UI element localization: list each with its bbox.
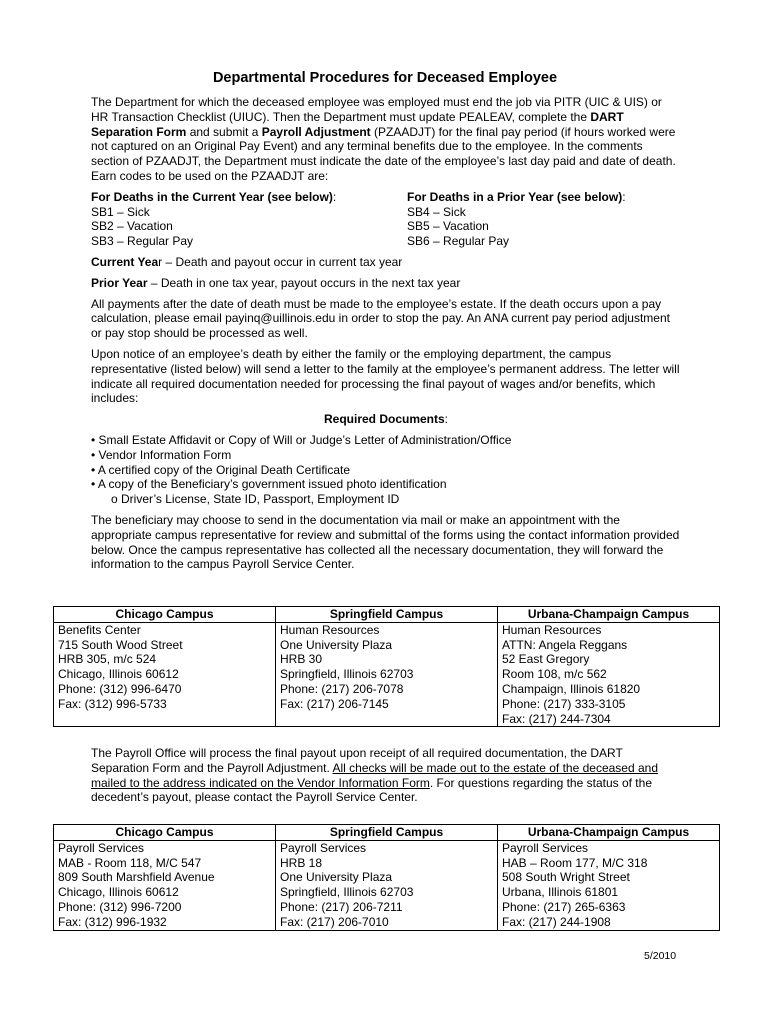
code-item: SB5 – Vacation: [407, 219, 489, 234]
address-line: 508 South Wright Street: [502, 870, 630, 885]
address-line: HRB 305, m/c 524: [58, 652, 157, 667]
column-header: Chicago Campus: [54, 607, 276, 623]
payroll-underlined-text: All checks will be made out to the estate of the deceased and mailed to the address indicated on the Vendor Information Form: [91, 760, 659, 790]
code-item: SB2 – Vacation: [91, 219, 173, 234]
address-line: Phone: (217) 206-7078: [280, 681, 404, 696]
address-line: Phone: (217) 333-3105: [502, 696, 626, 711]
address-line: Payroll Services: [280, 840, 367, 855]
address-line: 715 South Wood Street: [58, 637, 183, 652]
address-line: 809 South Marshfield Avenue: [58, 870, 215, 885]
column-header: Urbana-Champaign Campus: [498, 825, 720, 841]
address-line: Human Resources: [502, 622, 602, 637]
address-line: Payroll Services: [502, 840, 589, 855]
address-line: Phone: (312) 996-6470: [58, 681, 182, 696]
payroll-text-2: . For questions regarding the status of the decedent’s payout, please contact the Payroll Service Center.: [91, 775, 652, 805]
address-line: Fax: (217) 206-7010: [280, 914, 389, 929]
column-header: Springfield Campus: [276, 825, 498, 841]
current-year-label-rest: r: [158, 254, 163, 269]
notice-paragraph: Upon notice of an employee’s death by either the family or the employing department, the campus representative (listed below) will send a letter to the family at the employee’s permanent address. The letter will indicate all required documentation needed for processing the final payout of wages and/or benefits, which includes:: [91, 346, 680, 406]
code-item: SB4 – Sick: [407, 204, 466, 219]
springfield-hr-cell: [276, 622, 498, 727]
address-line: Urbana, Illinois 61801: [502, 885, 619, 900]
address-line: HRB 18: [280, 855, 323, 870]
column-header: Springfield Campus: [276, 607, 498, 623]
address-line: Phone: (217) 265-6363: [502, 899, 626, 914]
address-line: Fax: (217) 244-1908: [502, 914, 611, 929]
prior-year-heading: For Deaths in a Prior Year (see below): [407, 189, 623, 204]
current-year-label: Current Yea: [91, 254, 159, 269]
intro-paragraph: [91, 95, 681, 184]
address-line: 52 East Gregory: [502, 652, 590, 667]
address-line: Fax: (217) 244-7304: [502, 711, 611, 726]
intro-bold-dart: DART Separation Form: [91, 109, 624, 139]
urbana-payroll-cell: [498, 840, 720, 930]
payroll-text-1: The Payroll Office will process the final payout upon receipt of all required documentation, the DART Separation Form and the Payroll Adjustment.: [91, 746, 623, 775]
prior-year-codes: For Deaths in a Prior Year (see below): SB4 – Sick SB5 – Vacation SB6 – Regular Pay: [407, 190, 681, 249]
code-item: SB1 – Sick: [91, 204, 150, 219]
earn-codes: [91, 190, 681, 249]
address-line: Chicago, Illinois 60612: [58, 667, 179, 682]
address-line: Fax: (312) 996-1932: [58, 914, 167, 929]
intro-text-1: The Department for which the deceased employee was employed must end the job via PITR (UIC & UIS) or HR Transaction Checklist (UIUC). Then the Department must update PEALEAV, complete the: [91, 95, 662, 124]
table-header-row: [54, 825, 720, 841]
address-line: ATTN: Angela Reggans: [502, 637, 628, 652]
list-item: • Small Estate Affidavit or Copy of Will or Judge’s Letter of Administration/Office: [91, 432, 512, 447]
required-documents-list: [91, 433, 681, 507]
table-header-row: [54, 607, 720, 623]
beneficiary-paragraph: The beneficiary may choose to send in the documentation via mail or make an appointment with the appropriate campus representative for review and submittal of the forms using the contact information provided below. Once the campus representative has collected all the necessary documentation, they will forward the information to the campus Payroll Service Center.: [91, 512, 680, 572]
chicago-hr-cell: [54, 622, 276, 727]
code-item: SB6 – Regular Pay: [407, 234, 510, 249]
address-line: HRB 30: [280, 652, 323, 667]
code-item: SB3 – Regular Pay: [91, 234, 194, 249]
chicago-payroll-cell: [54, 840, 276, 930]
address-line: Benefits Center: [58, 622, 141, 637]
current-year-definition: [91, 255, 681, 270]
payroll-contacts-table: [53, 824, 720, 931]
prior-year-text: – Death in one tax year, payout occurs in the next tax year: [147, 275, 461, 290]
address-line: Payroll Services: [58, 840, 145, 855]
current-year-codes: For Deaths in the Current Year (see below): SB1 – Sick SB2 – Vacation SB3 – Regular Pay: [91, 190, 407, 249]
address-line: MAB - Room 118, M/C 547: [58, 855, 202, 870]
list-item: • A copy of the Beneficiary’s government issued photo identification: [91, 477, 447, 492]
intro-bold-payroll: Payroll Adjustment: [261, 124, 371, 139]
payroll-paragraph: [91, 746, 681, 805]
address-line: One University Plaza: [280, 637, 393, 652]
current-year-heading: For Deaths in the Current Year (see below): [91, 189, 333, 204]
intro-text-3: (PZAADJT) for the final pay period (if hours worked were not captured on an Original Pay Event) and any terminal benefits due to the employee. In the comments section of PZAADJT, the Department must indicate the date of the employee’s last day paid and date of death. Earn codes to be used on the PZAADJT are:: [91, 124, 676, 183]
address-line: Human Resources: [280, 622, 380, 637]
springfield-payroll-cell: [276, 840, 498, 930]
address-line: Room 108, m/c 562: [502, 667, 607, 682]
address-line: Springfield, Illinois 62703: [280, 885, 414, 900]
list-item: • A certified copy of the Original Death Certificate: [91, 462, 350, 477]
column-header: Chicago Campus: [54, 825, 276, 841]
required-documents-heading: Required Documents:: [323, 412, 449, 427]
required-heading-text: Required Documents: [323, 412, 445, 427]
hr-contacts-table: [53, 606, 720, 727]
address-line: Springfield, Illinois 62703: [280, 667, 414, 682]
intro-text-2: and submit a: [186, 124, 262, 139]
address-line: HAB – Room 177, M/C 318: [502, 855, 648, 870]
page-title: Departmental Procedures for Deceased Employee: [212, 70, 558, 86]
document-body: [91, 95, 681, 578]
prior-year-definition: [91, 276, 681, 291]
prior-year-label: Prior Year: [91, 275, 148, 290]
list-item: • Vendor Information Form: [91, 447, 232, 462]
address-line: Champaign, Illinois 61820: [502, 681, 641, 696]
address-line: Phone: (312) 996-7200: [58, 899, 182, 914]
address-line: Fax: (312) 996-5733: [58, 696, 167, 711]
address-line: Chicago, Illinois 60612: [58, 885, 179, 900]
current-year-text: – Death and payout occur in current tax year: [162, 254, 403, 269]
table-row: [54, 840, 720, 930]
list-subitem: o Driver’s License, State ID, Passport, Employment ID: [111, 492, 400, 507]
urbana-hr-cell: [498, 622, 720, 727]
address-line: Phone: (217) 206-7211: [280, 899, 403, 914]
column-header: Urbana-Champaign Campus: [498, 607, 720, 623]
address-line: Fax: (217) 206-7145: [280, 696, 389, 711]
footer-date: 5/2010: [644, 950, 677, 962]
address-line: One University Plaza: [280, 870, 393, 885]
payments-paragraph: All payments after the date of death must be made to the employee’s estate. If the death occurs upon a pay calculation, please email payinq@uillinois.edu in order to stop the pay. An ANA current pay period adjustment or pay stop should be processed as well.: [91, 296, 670, 341]
table-row: [54, 622, 720, 727]
